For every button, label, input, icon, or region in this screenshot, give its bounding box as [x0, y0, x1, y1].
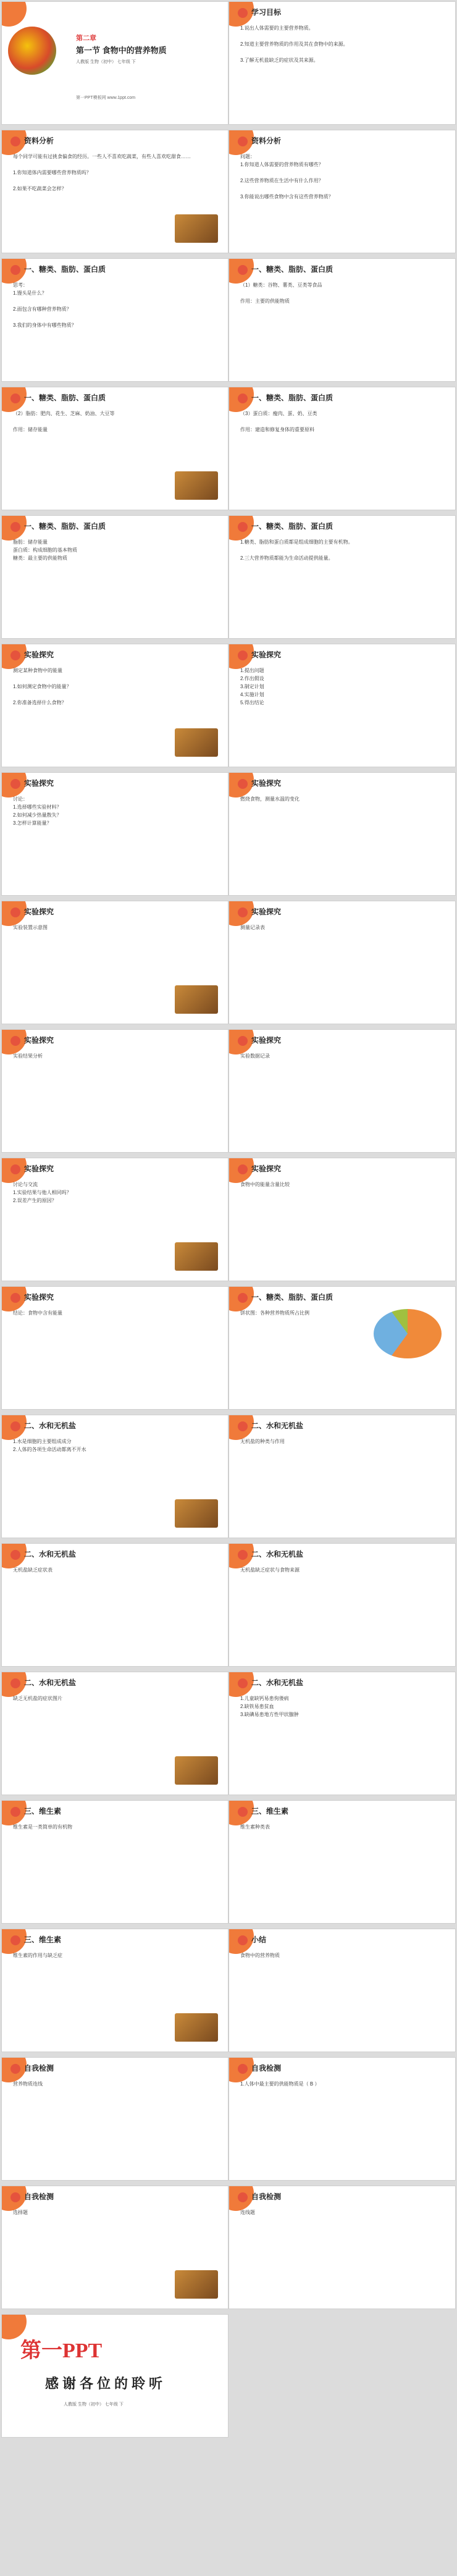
slide-body: （2）脂肪：肥肉、花生、芝麻、奶油、大豆等 作用：储存能量: [13, 411, 115, 432]
food-photo: [175, 2013, 218, 2042]
slide-body: 1.水是细胞的主要组成成分 2.人体的各项生命活动都离不开水: [13, 1439, 86, 1452]
bullet-icon: [238, 2192, 248, 2202]
slide-body: 思考： 1.馒头是什么？ 2.面包含有哪种营养物质？ 3.我们的身体中有哪些物质？: [13, 282, 77, 328]
slide-title-text: 二、水和无机盐: [24, 1678, 77, 1687]
slide-title: [238, 649, 281, 660]
slide-body: 问题： 1.你知道人体需要的营养物质有哪些？ 2.这些营养物质在生活中有什么作用？ 3.你能说出哪些食物中含有这些营养物质？: [240, 154, 333, 200]
slide-title: [10, 1292, 54, 1303]
bullet-icon: [10, 137, 20, 146]
slide-title-text: 自我检测: [24, 2064, 54, 2073]
slide-title: [10, 1806, 61, 1817]
slide-title-text: 一、糖类、脂肪、蛋白质: [251, 394, 333, 402]
slide-title-text: 实验探究: [24, 907, 54, 916]
slide-6[interactable]: [228, 258, 456, 382]
slide-title: [238, 1035, 281, 1046]
slide-title-text: 实验探究: [251, 779, 282, 788]
slide-18[interactable]: [228, 1029, 456, 1153]
bullet-icon: [10, 1550, 20, 1560]
food-photo: [175, 1242, 218, 1271]
slide-title: [238, 1934, 266, 1945]
slide-14[interactable]: [228, 772, 456, 896]
slide-title-text: 学习目标: [251, 8, 282, 17]
slide-12[interactable]: [228, 644, 456, 767]
slide-25[interactable]: [1, 1543, 228, 1667]
bullet-icon: [238, 8, 248, 18]
bullet-icon: [238, 394, 248, 403]
bullet-icon: [238, 1807, 248, 1817]
bullet-icon: [238, 1164, 248, 1174]
bullet-icon: [10, 779, 20, 789]
slide-3[interactable]: [1, 130, 228, 253]
bullet-icon: [238, 137, 248, 146]
slide-body: 结论：食物中含有能量: [13, 1310, 62, 1316]
bullet-icon: [238, 2064, 248, 2074]
slide-title: [10, 649, 54, 660]
slide-thanks[interactable]: [1, 2314, 228, 2438]
slide-title-text: 实验探究: [24, 1293, 54, 1302]
food-photo: [175, 728, 218, 757]
slide-17[interactable]: [1, 1029, 228, 1153]
slide-title-text: 一、糖类、脂肪、蛋白质: [251, 522, 333, 531]
slide-title: [10, 1035, 54, 1046]
slide-16[interactable]: [228, 901, 456, 1024]
slide-24[interactable]: [228, 1415, 456, 1538]
slide-title: [10, 1420, 76, 1431]
slide-26[interactable]: [228, 1543, 456, 1667]
slide-body: 1.说出人体需要的主要营养物质。 2.知道主要营养物质的作用及其在食物中的来源。 3.了解无机盐缺乏的症状及其来源。: [240, 25, 348, 63]
slide-title: [10, 264, 106, 275]
slide-body: 每个同学可能有过挑食偏食的经历。一些人不喜欢吃蔬菜，有些人喜欢吃甜食…… 1.你知道体内需要哪些营养物质吗？ 2.如果不吃蔬菜会怎样？: [13, 154, 191, 192]
slide-title-text: 三、维生素: [251, 1807, 289, 1816]
bullet-icon: [238, 1421, 248, 1431]
bullet-icon: [10, 1807, 20, 1817]
slide-21[interactable]: [1, 1286, 228, 1410]
slide-title: [10, 1163, 54, 1174]
slide-title-text: 一、糖类、脂肪、蛋白质: [251, 265, 333, 274]
slide-title-text: 一、糖类、脂肪、蛋白质: [24, 522, 106, 531]
bullet-icon: [238, 650, 248, 660]
bullet-icon: [10, 1935, 20, 1945]
slide-title-text: 实验探究: [24, 779, 54, 788]
bullet-icon: [238, 1678, 248, 1688]
slide-body: （3）蛋白质：瘦肉、蛋、奶、豆类 作用：建造和修复身体的重要原料: [240, 411, 317, 432]
bullet-icon: [10, 907, 20, 917]
bullet-icon: [238, 779, 248, 789]
slide-body: 1.糖类、脂肪和蛋白质都是组成细胞的主要有机物。 2.三大营养物质都能为生命活动提供能量。: [240, 539, 353, 561]
slide-title: [10, 392, 106, 403]
slide-32[interactable]: [228, 1929, 456, 2052]
bullet-icon: [10, 1421, 20, 1431]
slide-22[interactable]: [228, 1286, 456, 1410]
slide-body: 食物中的能量含量比较: [240, 1182, 290, 1187]
pie-chart-image: [374, 1309, 442, 1358]
slide-title: [10, 2063, 54, 2074]
bullet-icon: [10, 265, 20, 275]
slide-33[interactable]: [1, 2057, 228, 2181]
slide-title-text: 实验探究: [251, 650, 282, 659]
slide-body: 讨论： 1.选择哪些实验材料？ 2.如何减少热量散失？ 3.怎样计算能量？: [13, 796, 62, 826]
slide-body: 测定某种食物中的能量 1.如何测定食物中的能量？ 2.你准备选择什么食物？: [13, 668, 72, 705]
ppt-logo: 第一PPT: [20, 2339, 103, 2362]
slide-body: 实验装置示意图: [13, 925, 48, 930]
corner-decoration: [1, 1, 27, 27]
slide-30[interactable]: [228, 1800, 456, 1924]
bullet-icon: [10, 1293, 20, 1303]
slide-title: [10, 1677, 76, 1688]
slide-title-text: 二、水和无机盐: [251, 1421, 304, 1430]
slide-19[interactable]: [1, 1158, 228, 1281]
thanks-edition: 人教版 生物（初中） 七年级 下: [64, 2402, 124, 2407]
slide-body: 维生素的作用与缺乏症: [13, 1953, 62, 1958]
slide-cover[interactable]: [1, 1, 228, 125]
slide-28[interactable]: [228, 1672, 456, 1795]
bullet-icon: [10, 522, 20, 532]
slide-20[interactable]: [228, 1158, 456, 1281]
slide-title-text: 二、水和无机盐: [24, 1421, 77, 1430]
slide-4[interactable]: [228, 130, 456, 253]
slide-title: [238, 2191, 281, 2202]
slide-34[interactable]: [228, 2057, 456, 2181]
bullet-icon: [238, 1293, 248, 1303]
slide-title: [238, 135, 281, 146]
slide-title-text: 三、维生素: [24, 1935, 62, 1944]
slide-title: [238, 264, 333, 275]
bullet-icon: [10, 1036, 20, 1046]
slide-body: 选择题: [13, 2210, 28, 2215]
bullet-icon: [238, 907, 248, 917]
slide-31[interactable]: [1, 1929, 228, 2052]
slide-title-text: 实验探究: [24, 1036, 54, 1045]
slide-10[interactable]: [228, 515, 456, 639]
slide-2[interactable]: [228, 1, 456, 125]
slide-title-text: 实验探究: [251, 1164, 282, 1173]
slide-title: [10, 2191, 54, 2202]
slide-title: [10, 1934, 61, 1945]
slide-27[interactable]: [1, 1672, 228, 1795]
edition-label: 人教版 生物（初中） 七年级 下: [76, 60, 136, 64]
slide-title: [238, 7, 281, 18]
slide-title-text: 小结: [251, 1935, 267, 1944]
slide-body: 维生素是一类简单的有机物: [13, 1824, 72, 1830]
slide-title: [238, 392, 333, 403]
slide-title-text: 实验探究: [24, 650, 54, 659]
slide-title-text: 二、水和无机盐: [251, 1550, 304, 1559]
slide-title: [238, 1677, 303, 1688]
slide-body: 缺乏无机盐的症状图片: [13, 1696, 62, 1701]
slide-title-text: 自我检测: [24, 2192, 54, 2201]
slide-title-text: 三、维生素: [24, 1807, 62, 1816]
slide-29[interactable]: [1, 1800, 228, 1924]
slide-title: [238, 2063, 281, 2074]
slide-title: [238, 1420, 303, 1431]
bullet-icon: [10, 2064, 20, 2074]
slide-body: 燃烧食物，测量水温的变化: [240, 796, 300, 802]
slide-title-text: 二、水和无机盐: [251, 1678, 304, 1687]
slide-36[interactable]: [228, 2186, 456, 2309]
bullet-icon: [238, 522, 248, 532]
slide-body: 连线题: [240, 2210, 255, 2215]
slide-body: 饼状图：各种营养物质所占比例: [240, 1310, 309, 1316]
food-photo: [175, 2270, 218, 2299]
slide-body: 1.儿童缺钙易患佝偻病 2.缺铁易患贫血 3.缺碘易患地方性甲状腺肿: [240, 1696, 299, 1717]
slide-title: [238, 1806, 288, 1817]
section-title: 第一节 食物中的营养物质: [76, 46, 167, 55]
slide-title-text: 自我检测: [251, 2064, 282, 2073]
slide-23[interactable]: [1, 1415, 228, 1538]
slide-body: 1.提出问题 2.作出假设 3.制定计划 4.实施计划 5.得出结论: [240, 668, 264, 705]
bullet-icon: [10, 394, 20, 403]
bullet-icon: [10, 650, 20, 660]
slide-title: [238, 906, 281, 917]
slide-body: 脂肪：储存能量 蛋白质：构成细胞的基本物质 糖类：最主要的供能物质: [13, 539, 77, 561]
food-photo: [175, 214, 218, 243]
slide-title-text: 实验探究: [251, 907, 282, 916]
slide-title: [10, 778, 54, 789]
bullet-icon: [238, 1550, 248, 1560]
food-photo: [175, 985, 218, 1014]
food-photo: [175, 1756, 218, 1785]
slide-body: 无机盐缺乏症状与食物来源: [240, 1567, 300, 1573]
bullet-icon: [10, 1164, 20, 1174]
slide-title: [238, 1163, 281, 1174]
bullet-icon: [238, 1036, 248, 1046]
slide-body: 实验数据记录: [240, 1053, 270, 1059]
slide-body: 实验结果分析: [13, 1053, 43, 1059]
chapter-label: 第二章: [76, 35, 96, 42]
thanks-text: 感谢各位的聆听: [45, 2376, 167, 2391]
slide-title: [238, 1549, 303, 1560]
food-photo: [175, 471, 218, 500]
slide-title-text: 一、糖类、脂肪、蛋白质: [24, 394, 106, 402]
slide-15[interactable]: [1, 901, 228, 1024]
slide-title: [10, 1549, 76, 1560]
slide-body: 测量记录表: [240, 925, 265, 930]
slide-title-text: 资料分析: [24, 137, 54, 145]
bullet-icon: [10, 2192, 20, 2202]
slide-title-text: 实验探究: [251, 1036, 282, 1045]
food-image: [8, 27, 56, 75]
slide-9[interactable]: [1, 515, 228, 639]
slide-body: （1）糖类：谷物、薯类、豆类等食品 作用：主要的供能物质: [240, 282, 322, 304]
slide-title-text: 自我检测: [251, 2192, 282, 2201]
slide-title-text: 一、糖类、脂肪、蛋白质: [24, 265, 106, 274]
bullet-icon: [238, 265, 248, 275]
slide-35[interactable]: [1, 2186, 228, 2309]
slide-11[interactable]: [1, 644, 228, 767]
slide-8[interactable]: [228, 387, 456, 510]
slide-7[interactable]: [1, 387, 228, 510]
slide-body: 无机盐缺乏症状表: [13, 1567, 52, 1573]
slide-title: [10, 135, 54, 146]
slide-title-text: 实验探究: [24, 1164, 54, 1173]
slide-5[interactable]: [1, 258, 228, 382]
bullet-icon: [10, 1678, 20, 1688]
slide-body: 维生素种类表: [240, 1824, 270, 1830]
slide-body: 讨论与交流 1.实验结果与他人相同吗？ 2.误差产生的原因？: [13, 1182, 72, 1203]
slide-title-text: 资料分析: [251, 137, 282, 145]
slide-title-text: 二、水和无机盐: [24, 1550, 77, 1559]
slide-title: [238, 778, 281, 789]
slide-title: [10, 521, 106, 532]
slide-body: 1.人体中最主要的供能物质是（ B ）: [240, 2081, 320, 2087]
slide-body: 营养物质连线: [13, 2081, 43, 2087]
slide-title: [10, 906, 54, 917]
slide-title: [238, 1292, 333, 1303]
bullet-icon: [238, 1935, 248, 1945]
slide-title: [238, 521, 333, 532]
slide-body: 食物中的营养物质: [240, 1953, 280, 1958]
site-label: 第一PPT模板网 www.1ppt.com: [76, 96, 136, 100]
food-photo: [175, 1499, 218, 1528]
slide-body: 无机盐的种类与作用: [240, 1439, 285, 1444]
slide-13[interactable]: [1, 772, 228, 896]
slide-title-text: 一、糖类、脂肪、蛋白质: [251, 1293, 333, 1302]
